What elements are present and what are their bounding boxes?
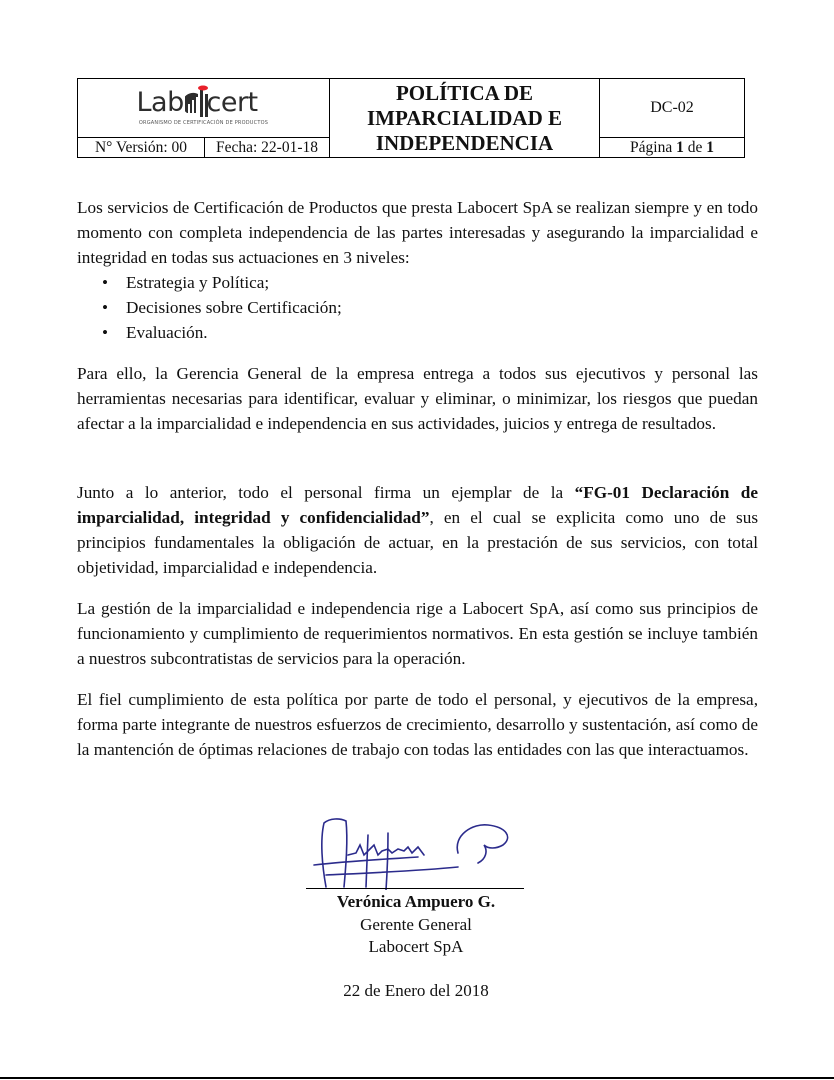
logo-text-lab: Lab	[136, 87, 184, 118]
paragraph-declaration	[77, 480, 758, 580]
page-number	[600, 138, 745, 158]
page-bottom-rule	[0, 1077, 834, 1079]
levels-list	[100, 270, 342, 345]
document-title-line: IMPARCIALIDAD E	[366, 106, 563, 130]
page-prefix: Página	[630, 139, 677, 156]
paragraph-compliance: El fiel cumplimiento de esta política por parte de todo el personal, y ejecutivos de la empresa, forma parte integrante de nuestros esfuerzos de crecimiento, desarrollo y sustentación, así como de la mantención de óptimas relaciones de trabajo con todas las entidades con las que interactuamos.	[77, 690, 758, 759]
declaration-form-name: “FG-01 Declaración de imparcialidad, integridad y confidencialidad”	[77, 483, 758, 527]
logo-text-cert: cert	[206, 87, 258, 118]
bullet-icon: •	[102, 273, 109, 292]
page-current: 1	[676, 139, 684, 156]
version-label: N° Versión: 00	[78, 138, 205, 158]
document-date: 22 de Enero del 2018	[343, 981, 489, 1000]
signatory-company: Labocert SpA	[368, 937, 464, 956]
declaration-post: , en el cual se explicita como uno de sus principios fundamentales la obligación de actuar, en la prestación de sus servicios, con total objetividad, imparcialidad e independencia.	[77, 508, 759, 577]
signatory-name: Verónica Ampuero G.	[336, 892, 496, 911]
document-code: DC-02	[600, 79, 745, 138]
list-item-text: Evaluación.	[126, 323, 208, 342]
list-item-text: Decisiones sobre Certificación;	[126, 298, 342, 317]
list-item-text: Estrategia y Política;	[126, 273, 270, 292]
page-total: 1	[706, 139, 714, 156]
document-title-cell	[330, 79, 600, 158]
list-item	[100, 320, 342, 345]
signatory-block	[300, 891, 532, 959]
list-item	[100, 270, 342, 295]
bullet-icon: •	[102, 298, 109, 317]
paragraph-intro: Los servicios de Certificación de Productos que presta Labocert SpA se realizan siempre y en todo momento con completa independencia de las partes interesadas y asegurando la imparcialidad e integridad en todas sus actuaciones en 3 niveles:	[77, 198, 758, 267]
labocert-logo	[129, 85, 279, 135]
list-item	[100, 295, 342, 320]
logo-cell	[78, 79, 330, 138]
page-mid: de	[683, 139, 707, 156]
handwritten-signature-icon	[308, 815, 523, 890]
signatory-role: Gerente General	[360, 914, 472, 934]
document-title-line: INDEPENDENCIA	[375, 131, 554, 155]
signature-line	[306, 888, 524, 889]
document-title-line: POLÍTICA DE	[395, 81, 534, 105]
logo-tagline: ORGANISMO DE CERTIFICACIÓN DE PRODUCTOS	[138, 120, 269, 126]
paragraph-tools: Para ello, la Gerencia General de la empresa entrega a todos sus ejecutivos y personal las herramientas necesarias para identificar, evaluar y eliminar, o minimizar, los riesgos que puedan afectar a la imparcialidad e independencia en sus actividades, juicios y entrega de resultados.	[77, 364, 758, 433]
bullet-icon: •	[102, 323, 109, 342]
declaration-pre: Junto a lo anterior, todo el personal firma un ejemplar de la	[77, 483, 575, 502]
document-header-table	[77, 78, 745, 158]
date-label: Fecha: 22-01-18	[205, 138, 330, 158]
paragraph-management: La gestión de la imparcialidad e independencia rige a Labocert SpA, así como sus principios de funcionamiento y cumplimiento de requerimientos normativos. En esta gestión se incluye también a nuestros subcontratistas de servicios para la operación.	[77, 599, 758, 668]
